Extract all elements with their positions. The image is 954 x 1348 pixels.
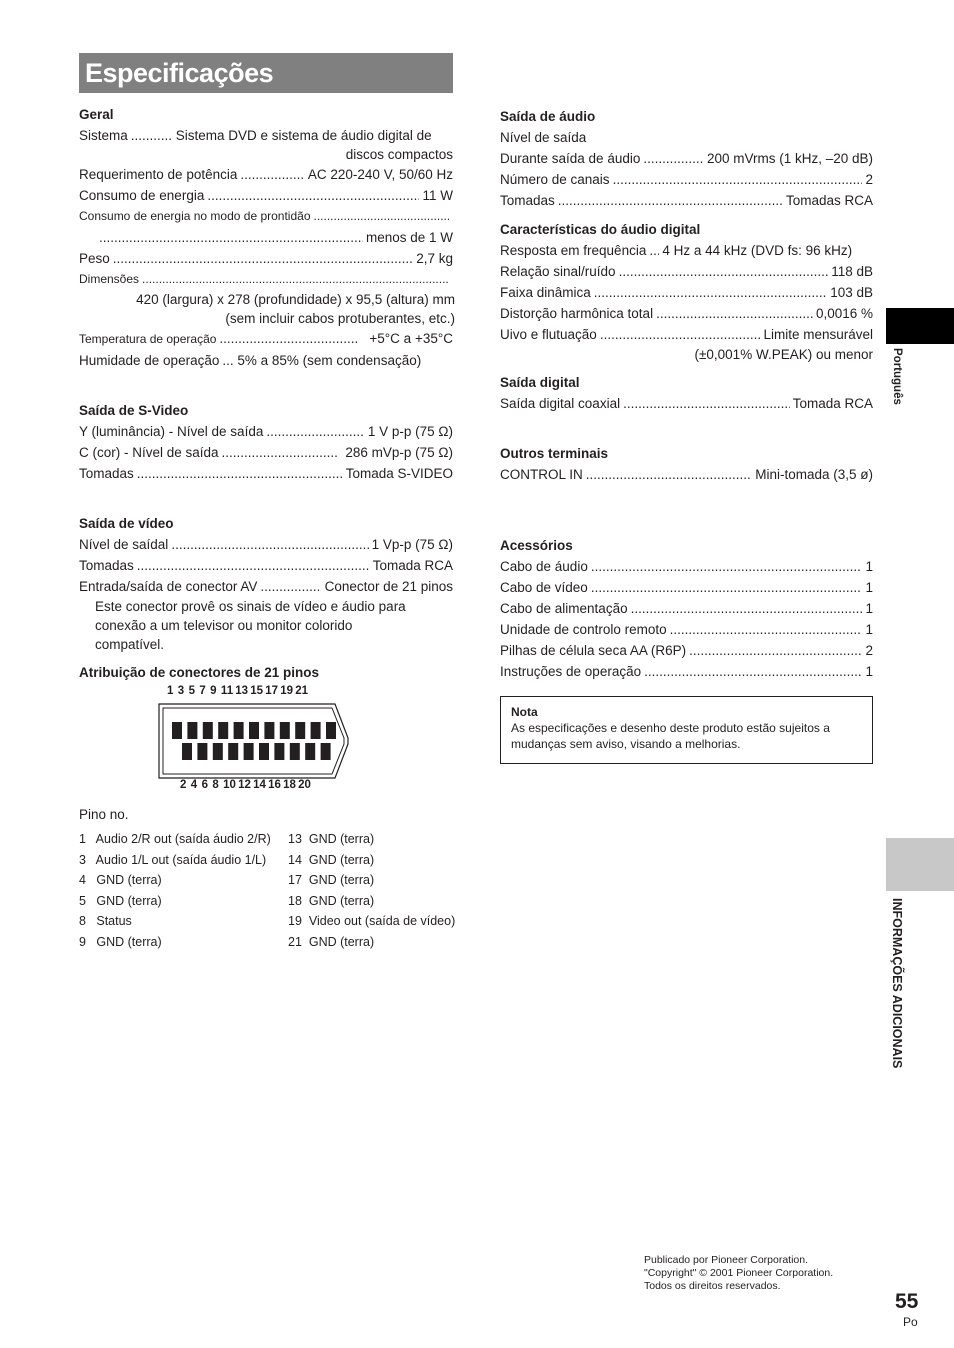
spec-row-prontidao-value: ..... menos de 1 W	[79, 227, 453, 248]
acessorios-list	[500, 556, 873, 682]
spec-row-prontidao: Consumo de energia no modo de prontidão .....	[79, 206, 453, 227]
section-heading-digital-chars: Características do áudio digital	[500, 222, 701, 237]
scart-pin-top	[234, 722, 244, 739]
spec-row-durante: Durante saída de áudio ..... 200 mVrms (1 kHz, –20 dB)	[500, 148, 873, 169]
pin-row: 1 Audio 2/R out (saída áudio 2/R)	[79, 832, 271, 846]
spec-row-potencia: Requerimento de potência ..... AC 220-240 V, 50/60 Hz	[79, 164, 453, 185]
scart-pin-top	[264, 722, 274, 739]
scart-connector-diagram	[155, 702, 350, 780]
pin-numbers-bottom: 2 4 6 8 10 12 14 16 18 20	[180, 779, 311, 791]
conector-av-desc-1: Este conector provê os sinais de vídeo e áudio para	[95, 599, 406, 614]
scart-pin-top	[218, 722, 228, 739]
scart-pin-bottom	[182, 743, 192, 760]
spec-row-audio-tomadas: Tomadas ..... Tomadas RCA	[500, 190, 873, 211]
section-heading-audio: Saída de áudio	[500, 109, 596, 124]
pin-row: 9 GND (terra)	[79, 934, 162, 949]
title-bar	[79, 53, 453, 93]
pin-row: 19 Video out (saída de vídeo)	[288, 914, 456, 928]
page-title: Especificações	[85, 58, 274, 88]
note-title: Nota	[511, 705, 538, 719]
spec-row-uivo: Uivo e flutuação ..... Limite mensurável	[500, 324, 873, 345]
spec-row-distorcao: Distorção harmônica total ..... 0,0016 %	[500, 303, 873, 324]
side-label-informacoes: INFORMAÇÕES ADICIONAIS	[890, 898, 904, 1069]
scart-pin-bottom	[228, 743, 238, 760]
scart-pin-bottom	[305, 743, 315, 760]
section-heading-video: Saída de vídeo	[79, 516, 174, 531]
side-tab-gray	[886, 838, 954, 891]
scart-pin-bottom	[290, 743, 300, 760]
acessorio-item: Cabo de vídeo ..... 1	[500, 577, 873, 598]
spec-row-consumo: Consumo de energia ..... 11 W	[79, 185, 453, 206]
spec-row-cor: C (cor) - Nível de saída ..... 286 mVp-p (75 Ω)	[79, 442, 453, 463]
spec-row-dimensoes-value: 420 (largura) x 278 (profundidade) x 95,5 (altura) mm	[136, 292, 455, 307]
note-body-2: mudanças sem aviso, visando a melhorias.	[511, 737, 741, 751]
pin-row: 17 GND (terra)	[288, 873, 375, 887]
spec-row-conector-av: Entrada/saída de conector AV ..... Conector de 21 pinos	[79, 576, 453, 597]
scart-pin-top	[203, 722, 213, 739]
pin-row: 14 GND (terra)	[288, 852, 375, 867]
acessorio-item: Cabo de áudio ..... 1	[500, 556, 873, 577]
note-body-1: As especificações e desenho deste produto estão sujeitos a	[511, 721, 830, 735]
acessorio-item: Pilhas de célula seca AA (R6P) ..... 2	[500, 640, 873, 661]
side-label-portugues: Português	[891, 348, 903, 405]
acessorio-item: Unidade de controlo remoto ..... 1	[500, 619, 873, 640]
scart-pin-top	[295, 722, 305, 739]
scart-pin-bottom	[197, 743, 207, 760]
spec-row-dimensoes: Dimensões .....	[79, 269, 453, 290]
section-heading-geral: Geral	[79, 107, 114, 122]
conector-av-desc-3: compatível.	[95, 637, 165, 652]
spec-row-luminancia: Y (luminância) - Nível de saída ..... 1 V p-p (75 Ω)	[79, 421, 453, 442]
section-heading-outros: Outros terminais	[500, 446, 609, 461]
spec-row-sinal-ruido: Relação sinal/ruído ..... 118 dB	[500, 261, 873, 282]
pin-row: 18 GND (terra)	[288, 893, 375, 908]
section-heading-acessorios: Acessórios	[500, 538, 573, 553]
spec-row-peso: Peso ..... 2,7 kg	[79, 248, 453, 269]
spec-row-video-nivel: Nível de saídal ..... 1 Vp-p (75 Ω)	[79, 534, 453, 555]
spec-row-dimensoes-cont: (sem incluir cabos protuberantes, etc.)	[225, 311, 455, 326]
side-tab-black	[886, 308, 954, 344]
acessorio-item: Cabo de alimentação ..... 1	[500, 598, 873, 619]
pin-row: 21 GND (terra)	[288, 934, 375, 949]
spec-row-coaxial: Saída digital coaxial ..... Tomada RCA	[500, 393, 873, 414]
acessorio-item: Instruções de operação ..... 1	[500, 661, 873, 682]
spec-row-faixa: Faixa dinâmica ..... 103 dB	[500, 282, 873, 303]
spec-row-uivo-cont: (±0,001% W.PEAK) ou menor	[694, 347, 873, 362]
scart-pin-top	[326, 722, 336, 739]
page-language: Po	[903, 1315, 918, 1329]
spec-row-video-tomadas: Tomadas ..... Tomada RCA	[79, 555, 453, 576]
pin-row: 4 GND (terra)	[79, 873, 162, 887]
pin-row: 8 Status	[79, 914, 132, 928]
spec-row-control-in: CONTROL IN ..... Mini-tomada (3,5 ø)	[500, 464, 873, 485]
page-number: 55	[895, 1290, 919, 1313]
scart-pin-top	[172, 722, 182, 739]
scart-pin-bottom	[321, 743, 331, 760]
scart-pin-top	[280, 722, 290, 739]
section-heading-digital-out: Saída digital	[500, 375, 580, 390]
spec-row-temperatura: Temperatura de operação ..... +5°C a +35°C	[79, 328, 453, 350]
pin-row: 3 Audio 1/L out (saída áudio 1/L)	[79, 852, 267, 867]
spec-row-resposta: Resposta em frequência ..... 4 Hz a 44 kHz (DVD fs: 96 kHz)	[500, 240, 873, 261]
scart-pin-top	[311, 722, 321, 739]
pin-column-1	[79, 829, 271, 952]
section-heading-svideo: Saída de S-Video	[79, 403, 189, 418]
pin-row: 5 GND (terra)	[79, 893, 162, 908]
scart-pin-bottom	[244, 743, 254, 760]
scart-pin-bottom	[274, 743, 284, 760]
spec-row-sistema: Sistema ..... Sistema DVD e sistema de áudio digital de	[79, 125, 453, 146]
scart-pin-top	[187, 722, 197, 739]
pin-numbers-top: 1 3 5 7 9 11 13 15 17 19 21	[167, 685, 309, 697]
pin-row: 13 GND (terra)	[288, 832, 375, 846]
spec-row-sistema-cont: discos compactos	[345, 147, 453, 162]
spec-row-nivel-saida: Nível de saída	[500, 130, 587, 145]
note-box	[500, 696, 873, 764]
right-column	[500, 106, 873, 682]
scart-pin-bottom	[213, 743, 223, 760]
conector-av-desc-2: conexão a um televisor ou monitor colorido	[95, 618, 353, 633]
section-heading-pins: Atribuição de conectores de 21 pinos	[79, 665, 320, 680]
scart-pin-top	[249, 722, 259, 739]
spec-row-svideo-tomadas: Tomadas ..... Tomada S-VIDEO	[79, 463, 453, 484]
pin-column-2	[288, 829, 455, 952]
spec-row-humidade: Humidade de operação ..... 5% a 85% (sem condensação)	[79, 350, 453, 371]
footer-publisher: Publicado por Pioneer Corporation. "Copyright" © 2001 Pioneer Corporation. Todos os direitos reservados.	[644, 1254, 834, 1292]
pino-label: Pino no.	[79, 807, 129, 822]
spec-row-canais: Número de canais ..... 2	[500, 169, 873, 190]
left-column	[79, 104, 453, 683]
scart-pin-bottom	[259, 743, 269, 760]
